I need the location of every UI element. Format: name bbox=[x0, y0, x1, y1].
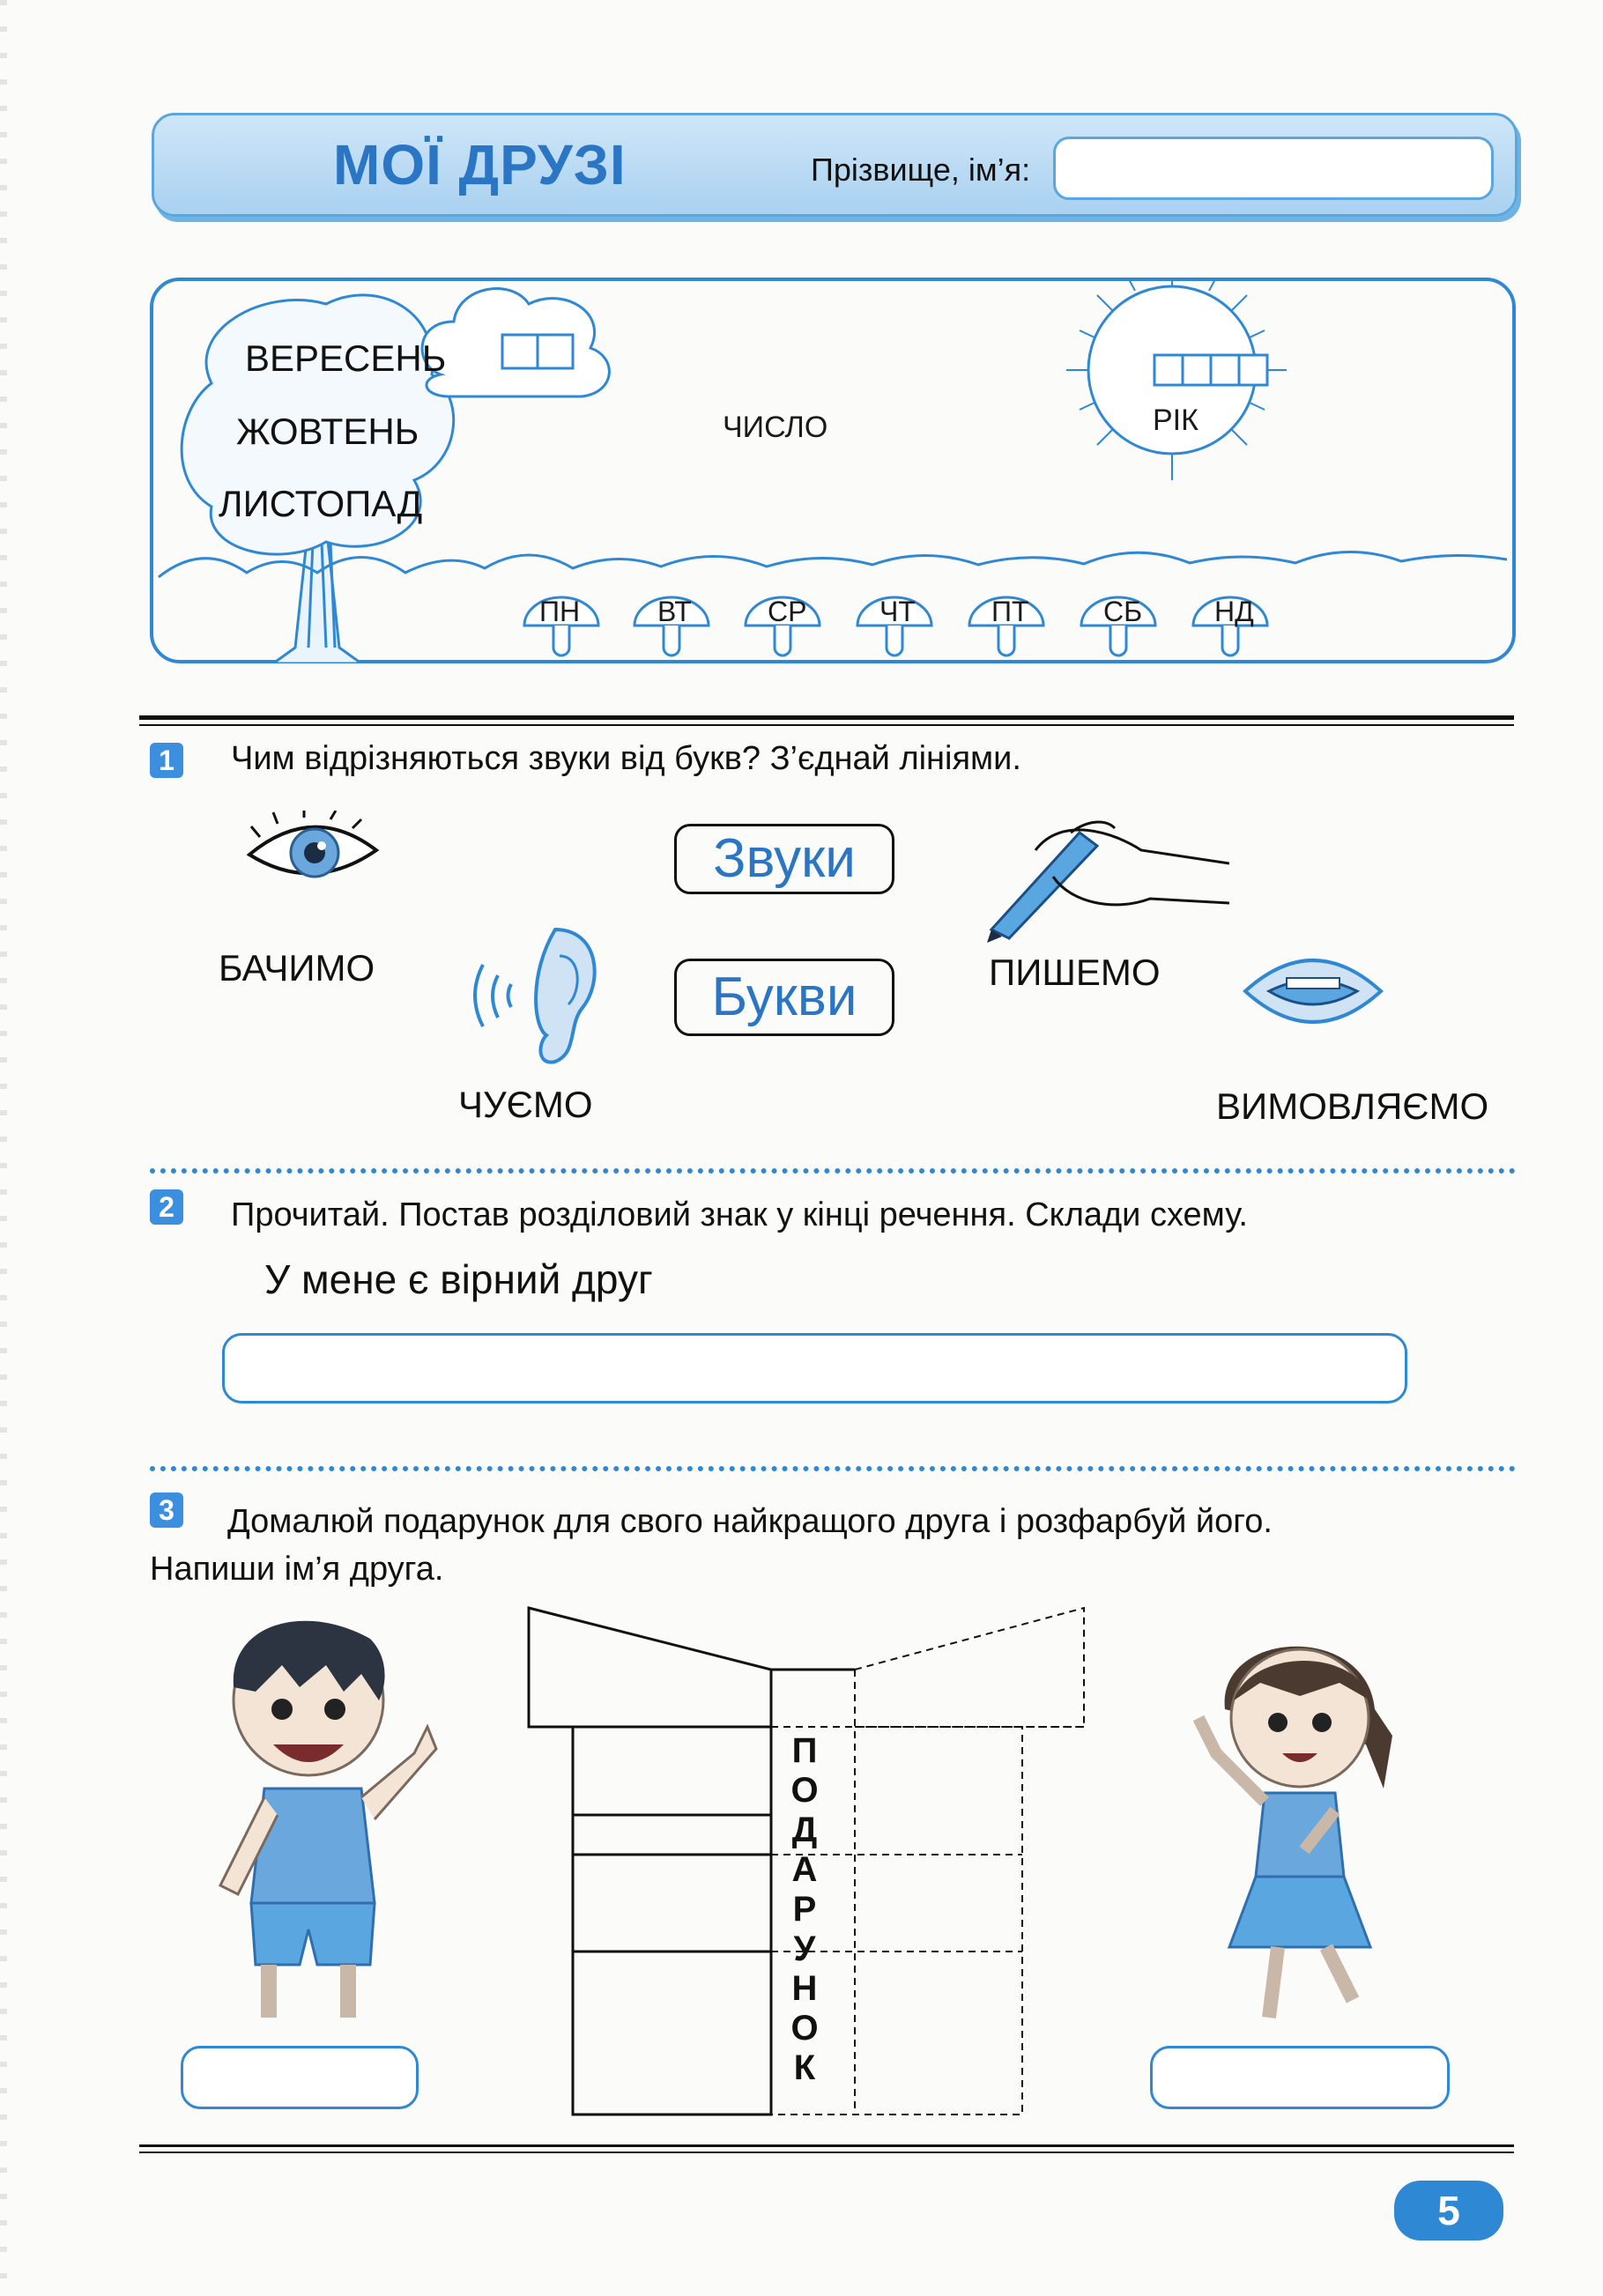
weekday-fri: ПТ bbox=[991, 596, 1029, 627]
friend-name-box-left[interactable] bbox=[181, 2046, 419, 2109]
ear-icon bbox=[458, 921, 608, 1070]
label-see: БАЧИМО bbox=[219, 947, 375, 989]
task3-instruction-line1: Домалюй подарунок для свого найкращого друга і розфарбуй його. bbox=[227, 1503, 1273, 1540]
page-title: МОЇ ДРУЗІ bbox=[333, 133, 627, 196]
dotted-separator bbox=[150, 1466, 1516, 1471]
month-november: ЛИСТОПАД bbox=[219, 483, 423, 524]
task-number-badge: 1 bbox=[150, 743, 183, 778]
scheme-answer-box[interactable] bbox=[222, 1333, 1407, 1404]
word-box-sounds[interactable]: Звуки bbox=[674, 824, 894, 894]
binder-holes bbox=[0, 0, 7, 2296]
bottom-divider-thin bbox=[139, 2152, 1514, 2153]
name-field[interactable] bbox=[1053, 137, 1494, 200]
task-number-badge: 3 bbox=[150, 1492, 183, 1528]
page-number: 5 bbox=[1394, 2181, 1503, 2240]
bottom-divider bbox=[139, 2144, 1514, 2147]
label-hear: ЧУЄМО bbox=[458, 1084, 593, 1125]
weekday-tue: ВТ bbox=[657, 596, 692, 627]
label-write: ПИШЕМО bbox=[989, 952, 1161, 993]
gift-letter: А bbox=[791, 1850, 818, 1889]
weekday-sun: НД bbox=[1214, 596, 1254, 627]
task3-instruction-line2: Напиши ім’я друга. bbox=[150, 1551, 444, 1588]
word-box-letters[interactable]: Букви bbox=[674, 959, 894, 1036]
section-divider bbox=[139, 715, 1514, 720]
section-divider-thin bbox=[139, 724, 1514, 726]
weekday-thu: ЧТ bbox=[879, 596, 916, 627]
boy-illustration bbox=[185, 1603, 458, 2035]
name-label: Прізвище, ім’я: bbox=[811, 152, 1031, 188]
gift-letter: О bbox=[790, 2009, 819, 2048]
gift-letter: О bbox=[790, 1771, 819, 1810]
weekday-mon: ПН bbox=[539, 596, 581, 627]
gift-letter: Р bbox=[792, 1890, 817, 1929]
girl-illustration bbox=[1181, 1612, 1445, 2035]
eye-icon bbox=[242, 811, 383, 890]
sun-icon bbox=[1066, 278, 1287, 480]
mouth-icon bbox=[1238, 943, 1388, 1040]
label-pronounce: ВИМОВЛЯЄМО bbox=[1216, 1085, 1489, 1127]
number-label: ЧИСЛО bbox=[723, 411, 828, 444]
grass-line bbox=[159, 552, 1507, 577]
task1-instruction: Чим відрізняються звуки від букв? З’єднай лініями. bbox=[231, 740, 1021, 777]
cloud-icon bbox=[422, 289, 609, 396]
gift-letter: Н bbox=[791, 1969, 818, 2008]
calendar-illustration bbox=[150, 278, 1516, 663]
year-label: РІК bbox=[1153, 404, 1199, 437]
task2-instruction: Прочитай. Постав розділовий знак у кінці речення. Склади схему. bbox=[231, 1196, 1248, 1233]
gift-letter: П bbox=[791, 1731, 818, 1770]
gift-letter: У bbox=[793, 1929, 816, 1968]
dotted-separator bbox=[150, 1168, 1516, 1174]
task2-sentence: У мене є вірний друг bbox=[264, 1256, 653, 1302]
weekday-sat: СБ bbox=[1103, 596, 1143, 627]
gift-letter: К bbox=[793, 2048, 816, 2087]
friend-name-box-right[interactable] bbox=[1150, 2046, 1450, 2109]
month-september: ВЕРЕСЕНЬ bbox=[245, 337, 447, 379]
gift-letter: Д bbox=[791, 1811, 818, 1849]
pen-hand-icon bbox=[939, 815, 1229, 943]
month-october: ЖОВТЕНЬ bbox=[236, 411, 419, 452]
task-number-badge: 2 bbox=[150, 1189, 183, 1225]
weekday-wed: СР bbox=[768, 596, 807, 627]
